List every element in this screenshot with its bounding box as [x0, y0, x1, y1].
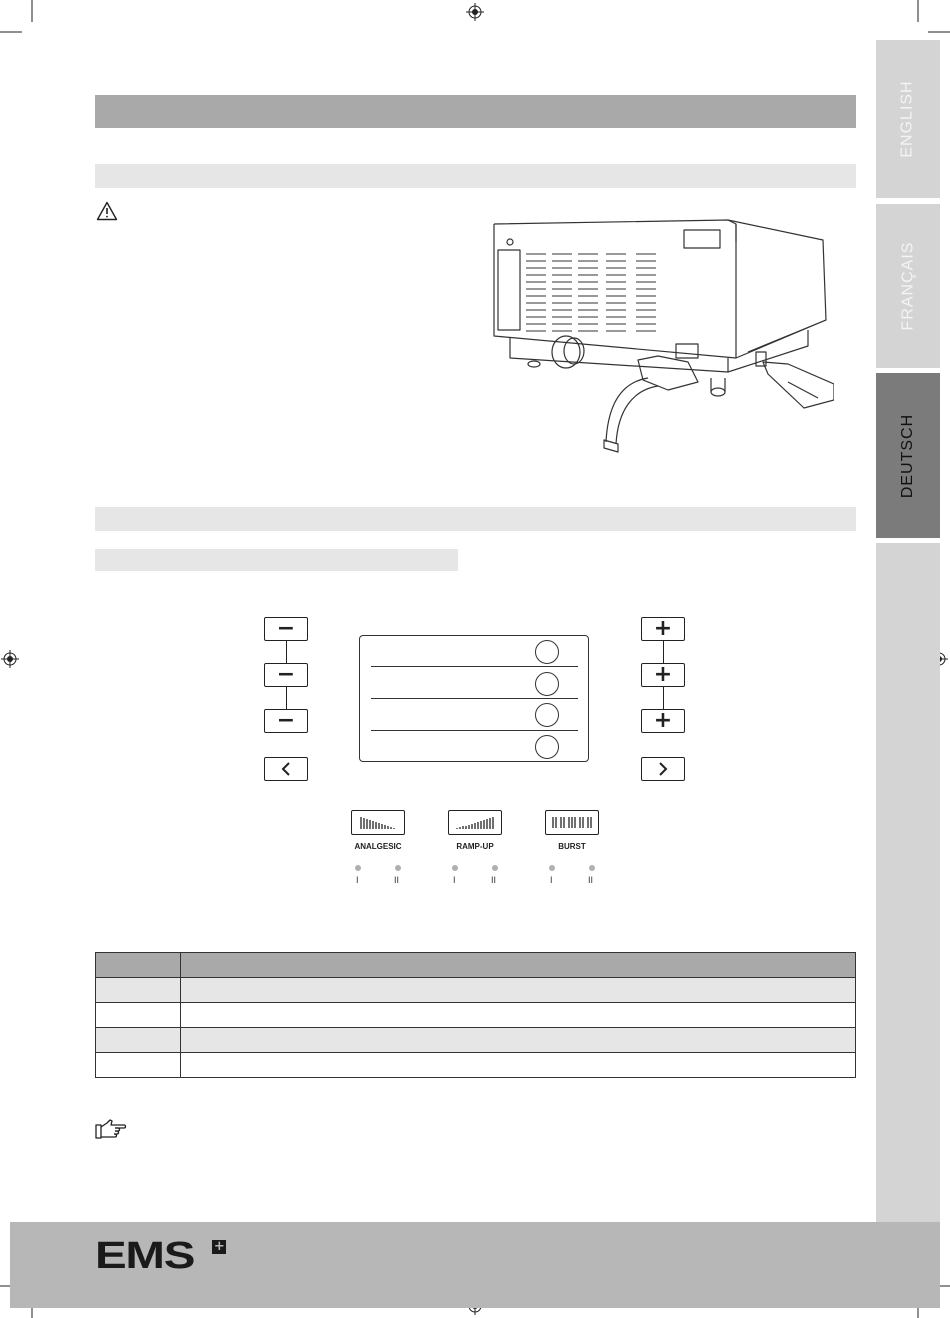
tab-deutsch-label: DEUTSCH	[899, 413, 916, 498]
connector-line	[286, 687, 287, 709]
connector-line	[663, 687, 664, 709]
analgesic-label: ANALGESIC	[354, 842, 402, 851]
analgesic-level-2-label: II	[394, 875, 400, 885]
plus-icon: +	[653, 616, 673, 641]
previous-button[interactable]	[264, 757, 308, 781]
section-header-bar	[95, 95, 856, 128]
warning-icon	[96, 201, 118, 221]
device-illustration	[488, 212, 834, 457]
plus-button-3[interactable]	[641, 709, 685, 733]
burst-led-2	[589, 865, 595, 871]
side-strip	[876, 543, 940, 1222]
burst-led-1	[549, 865, 555, 871]
screen-row-divider	[371, 730, 578, 731]
subsection-bar-3	[95, 549, 458, 571]
analgesic-level-1-label: I	[356, 875, 359, 885]
connector-line	[286, 641, 287, 663]
registration-mark-top	[466, 3, 484, 21]
footer-bar	[10, 1222, 940, 1308]
screen-value-circle-1	[535, 640, 559, 664]
burst-level-1-label: I	[550, 875, 553, 885]
screen-value-circle-2	[535, 672, 559, 696]
display-screen	[359, 635, 589, 762]
ramp-up-level-2-label: II	[491, 875, 497, 885]
screen-row-divider	[371, 666, 578, 667]
ramp-up-pattern-icon	[449, 811, 500, 833]
spec-table	[95, 952, 856, 1078]
plus-button-1[interactable]	[641, 617, 685, 641]
analgesic-pattern-icon	[352, 811, 403, 833]
minus-icon: −	[276, 616, 296, 641]
minus-button-2[interactable]	[264, 663, 308, 687]
table-row	[96, 1053, 856, 1078]
table-row	[96, 1003, 856, 1028]
table-row	[96, 978, 856, 1003]
analgesic-led-2	[395, 865, 401, 871]
screen-value-circle-4	[535, 735, 559, 759]
tab-deutsch[interactable]	[876, 373, 940, 538]
ramp-up-label: RAMP-UP	[456, 842, 494, 851]
ramp-up-led-2	[492, 865, 498, 871]
screen-value-circle-3	[535, 703, 559, 727]
minus-icon: −	[276, 662, 296, 687]
burst-program-button[interactable]	[545, 810, 599, 835]
plus-button-2[interactable]	[641, 663, 685, 687]
minus-icon: −	[276, 708, 296, 733]
minus-button-3[interactable]	[264, 709, 308, 733]
pointing-hand-icon	[95, 1119, 127, 1141]
plus-icon: +	[653, 662, 673, 687]
ramp-up-level-1-label: I	[453, 875, 456, 885]
tab-francais[interactable]	[876, 204, 940, 368]
subsection-bar-1	[95, 164, 856, 188]
tab-english[interactable]	[876, 40, 940, 198]
burst-label: BURST	[558, 842, 586, 851]
minus-button-1[interactable]	[264, 617, 308, 641]
subsection-bar-2	[95, 507, 856, 531]
ems-logo-plus-icon: +	[213, 1239, 225, 1254]
table-row	[96, 1028, 856, 1053]
chevron-left-icon	[280, 761, 292, 777]
ems-logo-text: EMS	[95, 1235, 195, 1277]
tab-francais-label: FRANÇAIS	[899, 241, 916, 331]
connector-line	[663, 641, 664, 663]
ramp-up-led-1	[452, 865, 458, 871]
registration-mark-left	[1, 650, 19, 668]
next-button[interactable]	[641, 757, 685, 781]
burst-pattern-icon	[546, 811, 597, 833]
plus-icon: +	[653, 708, 673, 733]
analgesic-led-1	[355, 865, 361, 871]
analgesic-program-button[interactable]	[351, 810, 405, 835]
tab-english-label: ENGLISH	[899, 80, 916, 158]
ems-logo	[95, 1235, 226, 1277]
table-header-row	[96, 953, 856, 978]
chevron-right-icon	[657, 761, 669, 777]
burst-level-2-label: II	[588, 875, 594, 885]
screen-row-divider	[371, 698, 578, 699]
ramp-up-program-button[interactable]	[448, 810, 502, 835]
